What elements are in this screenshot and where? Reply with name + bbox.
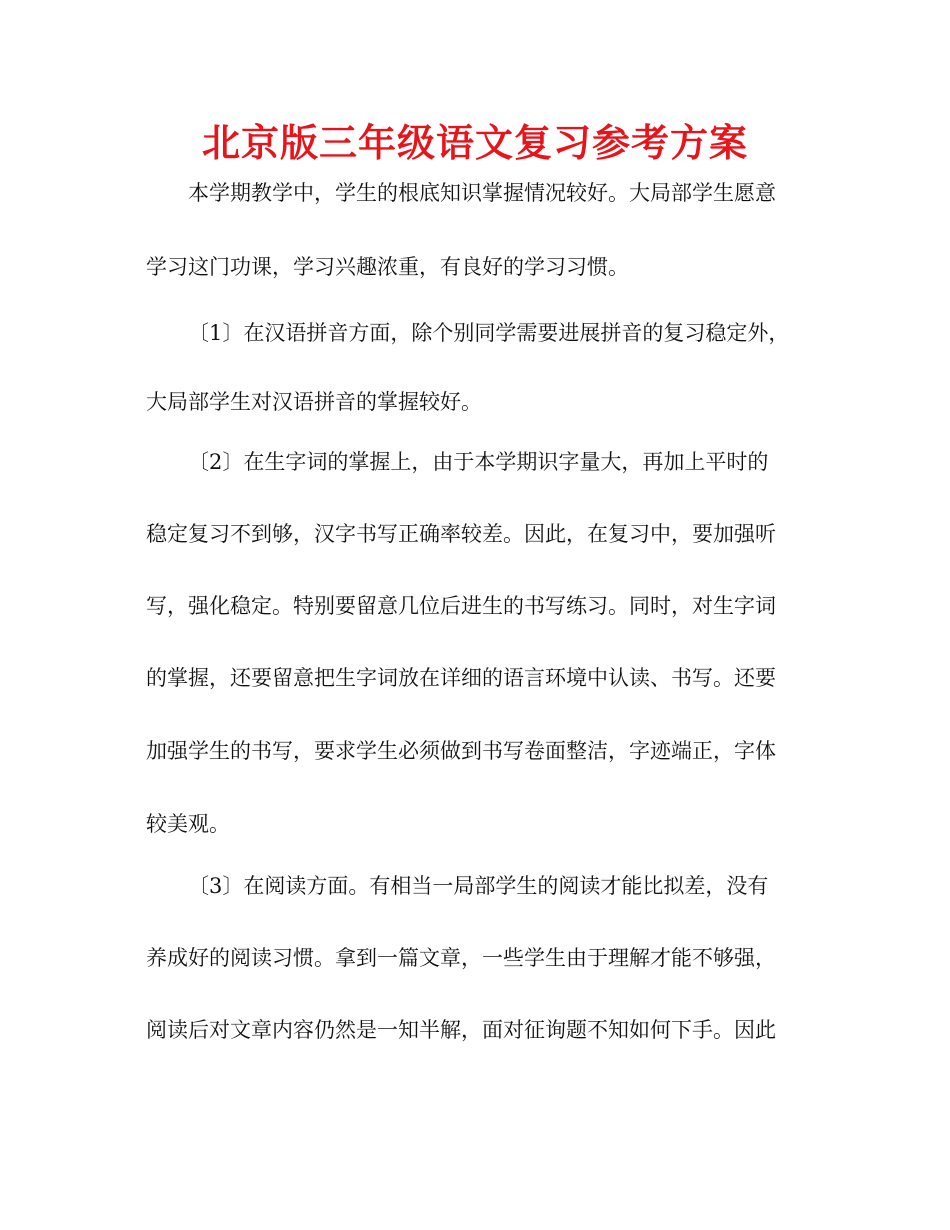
document-title: 北京版三年级语文复习参考方案 (201, 121, 748, 165)
paragraph-line: 的掌握，还要留意把生字词放在详细的语言环境中认读、书写。还要 (146, 666, 776, 690)
paragraph-line: 〔3〕在阅读方面。有相当一局部学生的阅读才能比拟差，没有 (188, 874, 769, 898)
paragraph-line: 加强学生的书写，要求学生必须做到书写卷面整洁，字迹端正，字体 (146, 739, 776, 763)
paragraph-line: 〔1〕在汉语拼音方面，除个别同学需要进展拼音的复习稳定外， (188, 321, 790, 345)
paragraph-line: 〔2〕在生字词的掌握上，由于本学期识字量大，再加上平时的 (188, 450, 769, 474)
paragraph-line: 写，强化稳定。特别要留意几位后进生的书写练习。同时，对生字词 (146, 594, 776, 618)
paragraph-line: 本学期教学中，学生的根底知识掌握情况较好。大局部学生愿意 (188, 181, 776, 205)
paragraph-line: 阅读后对文章内容仍然是一知半解，面对征询题不知如何下手。因此 (146, 1018, 776, 1042)
paragraph-line: 学习这门功课，学习兴趣浓重，有良好的学习习惯。 (146, 255, 629, 279)
paragraph-line: 大局部学生对汉语拼音的掌握较好。 (146, 390, 482, 414)
paragraph-line: 较美观。 (146, 812, 230, 836)
paragraph-line: 养成好的阅读习惯。拿到一篇文章，一些学生由于理解才能不够强， (146, 946, 776, 970)
paragraph-line: 稳定复习不到够，汉字书写正确率较差。因此，在复习中，要加强听 (146, 522, 776, 546)
